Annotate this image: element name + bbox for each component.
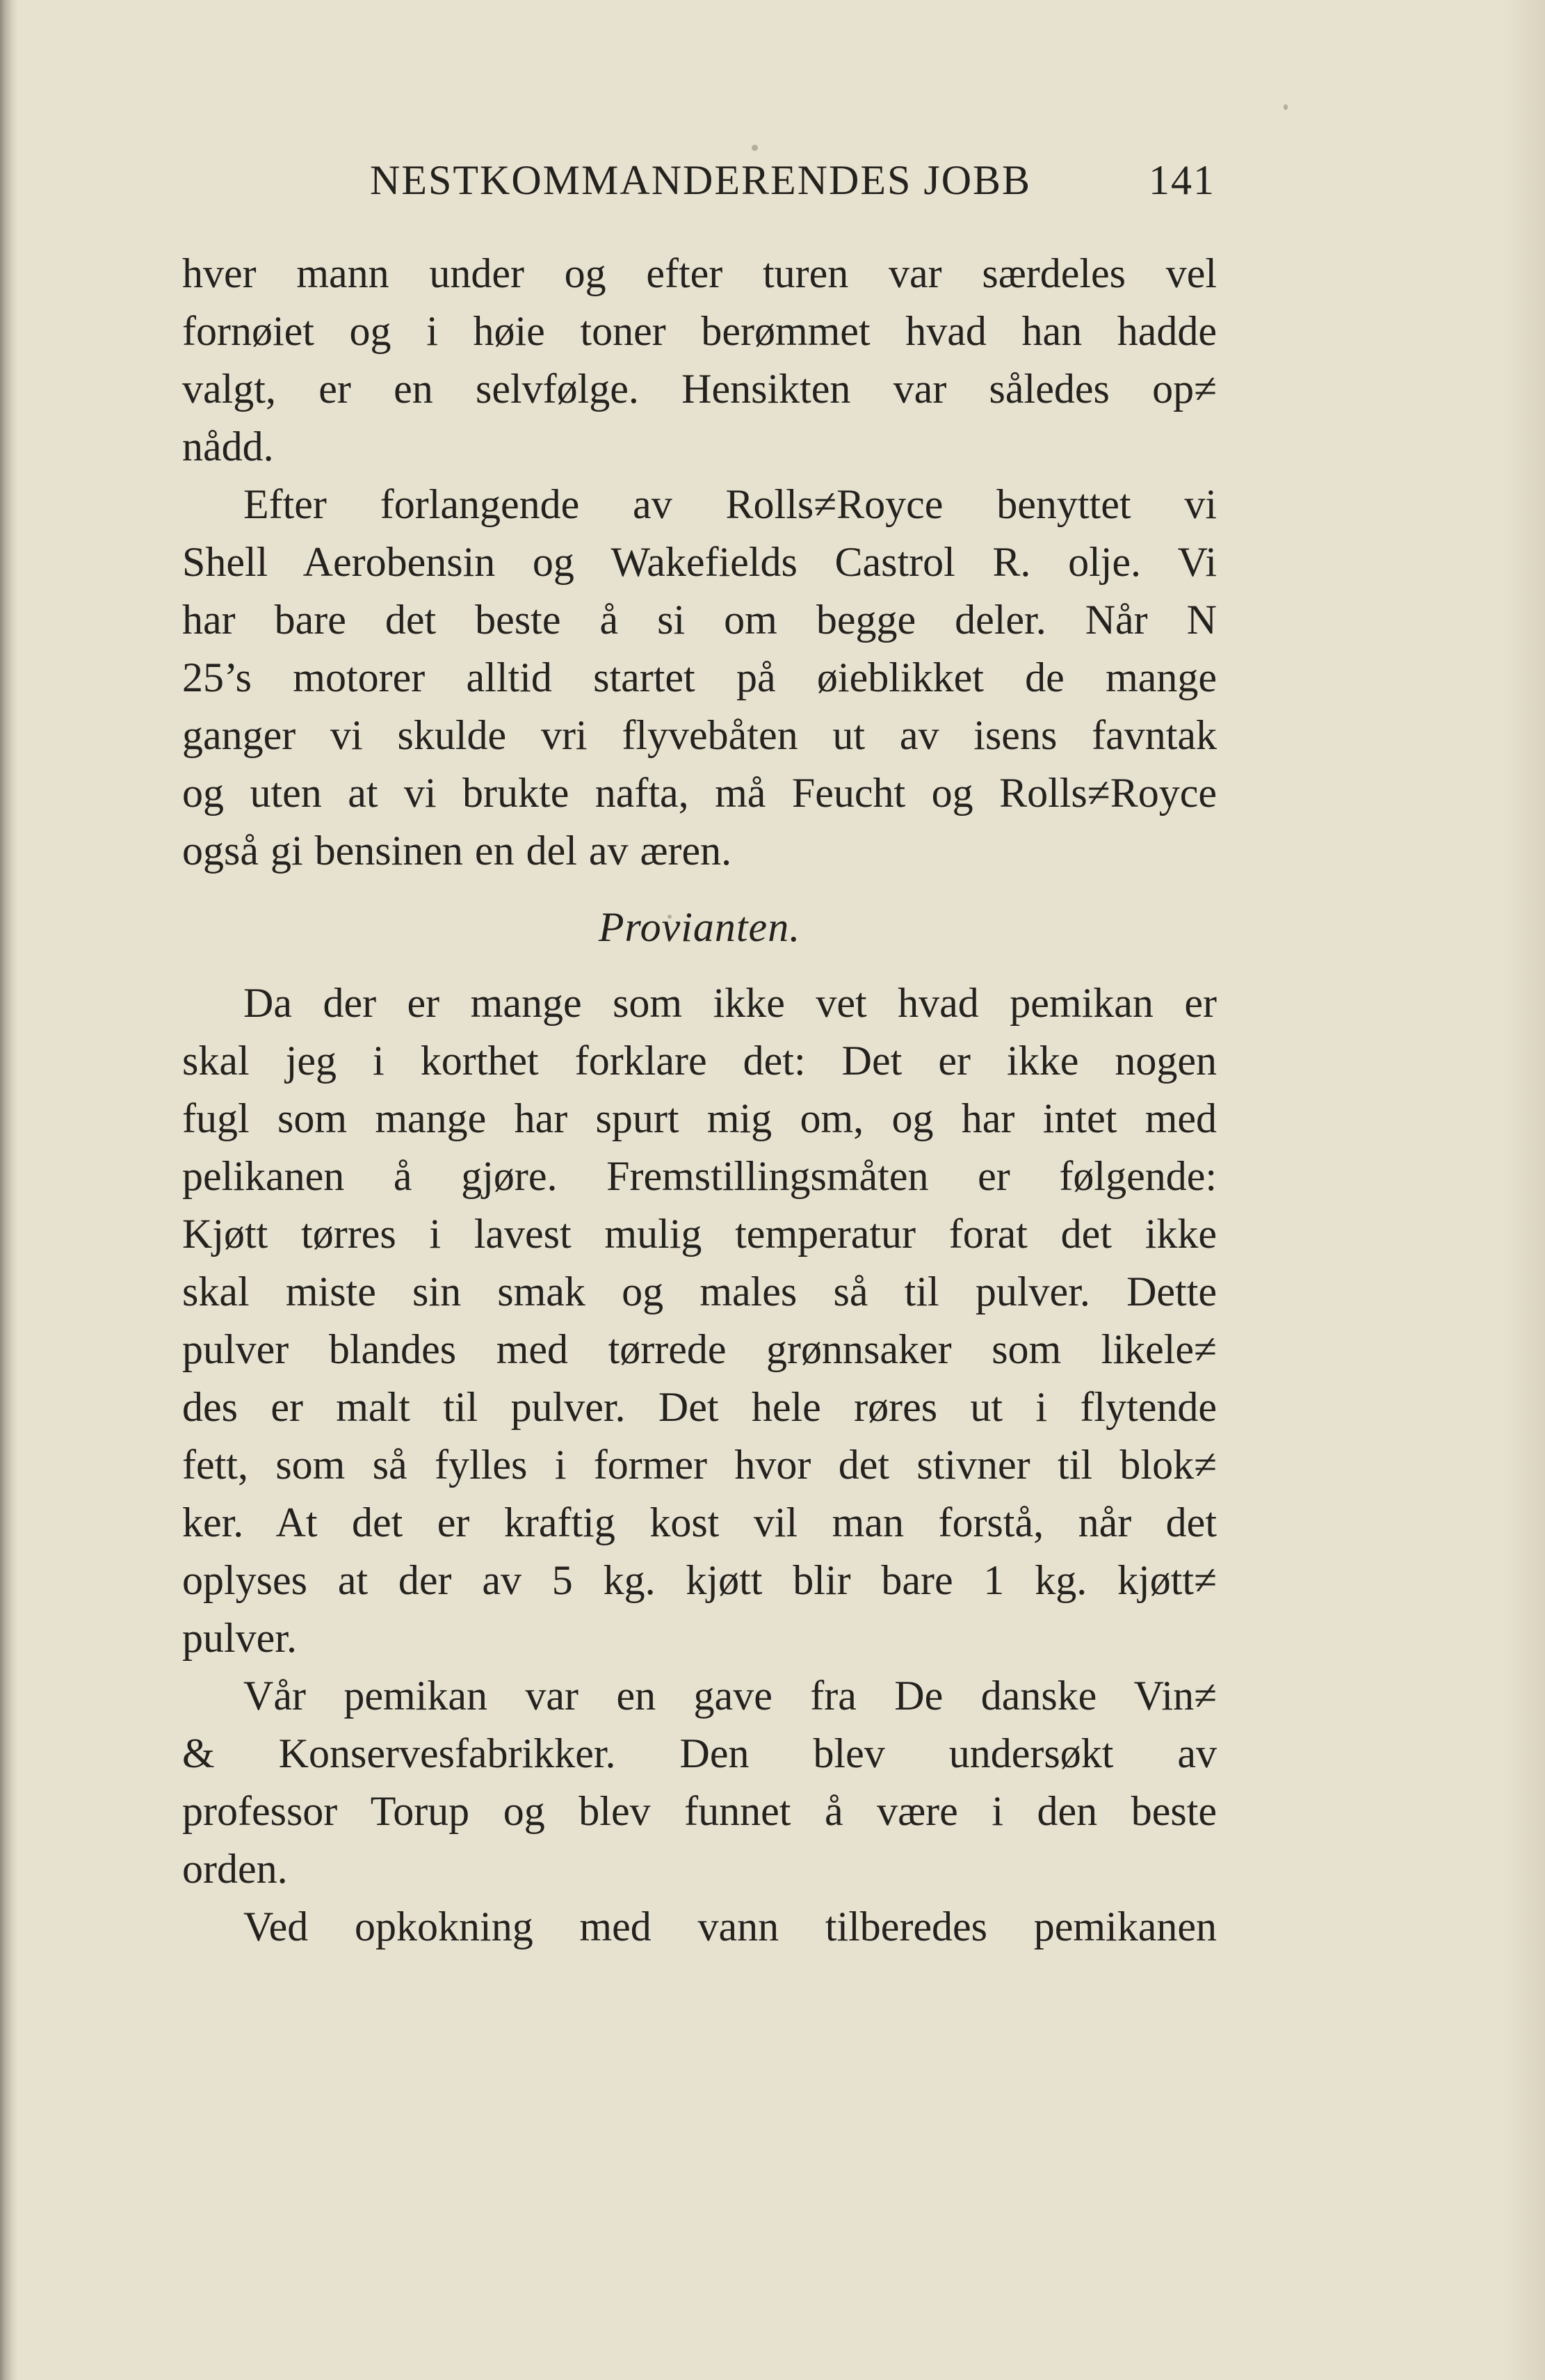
text-line: og uten at vi brukte nafta, må Feucht og Rolls≠Royce — [182, 770, 1217, 816]
text-line: pulver blandes med tørrede grønnsaker som likele≠ — [182, 1326, 1217, 1372]
paragraph-2 — [182, 476, 1217, 880]
text-line: fett, som så fylles i former hvor det stivner til blok≠ — [182, 1442, 1217, 1488]
paper-fleck — [752, 145, 758, 151]
text-line: Ved opkokning med vann tilberedes pemikanen — [243, 1904, 1217, 1949]
text-line: ganger vi skulde vri flyvebåten ut av isens favntak — [182, 712, 1217, 758]
text-line: & Konservesfabrikker. Den blev undersøkt av — [182, 1730, 1217, 1776]
running-title: NESTKOMMANDERENDES JOBB — [370, 157, 1032, 203]
text-line: skal jeg i korthet forklare det: Det er ikke nogen — [182, 1038, 1217, 1084]
book-gutter — [0, 0, 18, 2380]
text-line: hver mann under og efter turen var særdeles vel — [182, 250, 1217, 296]
text-line: pulver. — [182, 1615, 297, 1661]
running-head — [182, 156, 1217, 212]
text-line: fornøiet og i høie toner berømmet hvad han hadde — [182, 308, 1217, 354]
text-line: Kjøtt tørres i lavest mulig temperatur forat det ikke — [182, 1211, 1217, 1257]
text-line: Vår pemikan var en gave fra De danske Vin≠ — [243, 1673, 1217, 1719]
text-line: valgt, er en selvfølge. Hensikten var således op≠ — [182, 366, 1217, 412]
text-line: Efter forlangende av Rolls≠Royce benyttet vi — [243, 481, 1217, 527]
text-line: oplyses at der av 5 kg. kjøtt blir bare 1 kg. kjøtt≠ — [182, 1557, 1217, 1603]
text-line: fugl som mange har spurt mig om, og har intet med — [182, 1095, 1217, 1141]
page-number: 141 — [1149, 157, 1215, 203]
text-line: Da der er mange som ikke vet hvad pemikan er — [243, 980, 1217, 1026]
text-line: ker. At det er kraftig kost vil man forstå, når det — [182, 1499, 1217, 1545]
text-line: pelikanen å gjøre. Fremstillingsmåten er følgende: — [182, 1153, 1217, 1199]
section-heading: Provianten. — [598, 904, 801, 950]
paragraph-4 — [182, 1667, 1217, 1898]
text-line: også gi bensinen en del av æren. — [182, 828, 732, 874]
text-line: skal miste sin smak og males så til pulver. Dette — [182, 1269, 1217, 1314]
text-line: professor Torup og blev funnet å være i den beste — [182, 1788, 1217, 1834]
text-line: nådd. — [182, 424, 274, 469]
text-line: har bare det beste å si om begge deler. Når N — [182, 597, 1217, 643]
paragraph-5 — [182, 1898, 1217, 1956]
paper-fleck — [1284, 104, 1288, 110]
text-line: orden. — [182, 1846, 288, 1892]
paragraph-1 — [182, 245, 1217, 476]
paragraph-3 — [182, 974, 1217, 1667]
text-line: Shell Aerobensin og Wakefields Castrol R. olje. Vi — [182, 539, 1217, 585]
text-line: des er malt til pulver. Det hele røres ut i flytende — [182, 1384, 1217, 1430]
page-edge-shadow — [1503, 0, 1545, 2380]
text-line: 25’s motorer alltid startet på øieblikket de mange — [182, 654, 1217, 700]
body-text — [182, 245, 1217, 1956]
